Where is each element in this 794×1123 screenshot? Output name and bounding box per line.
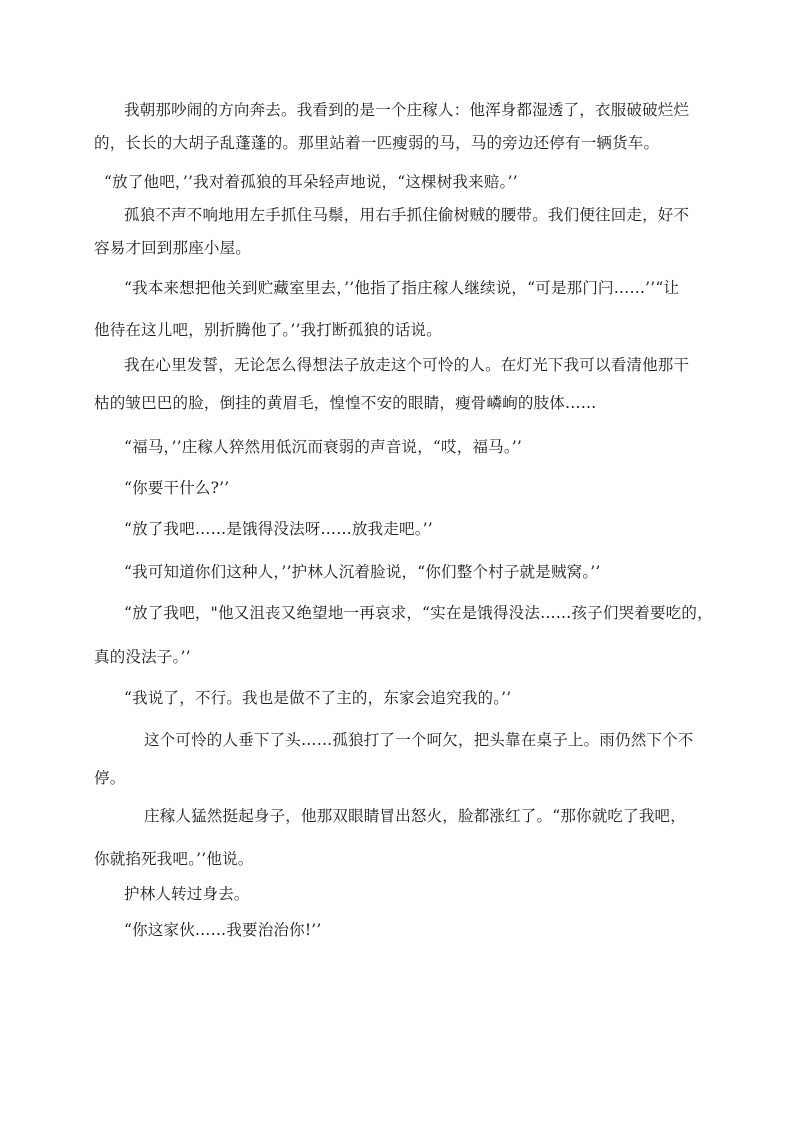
text-line: 我在心里发誓，无论怎么得想法子放走这个可怜的人。在灯光下我可以看清他那干 <box>124 356 690 374</box>
text-line: 你就掐死我吧。’’他说。 <box>94 850 254 868</box>
text-line: “我说了，不行。我也是做不了主的，东家会追究我的。’’ <box>124 689 512 707</box>
text-line: 庄稼人猛然挺起身子，他那双眼睛冒出怒火，脸都涨红了。“那你就吃了我吧， <box>144 807 686 825</box>
text-line: 他待在这儿吧，别折腾他了。’’我打断孤狼的话说。 <box>94 321 442 339</box>
text-line: 停。 <box>94 769 126 787</box>
text-line: 容易才回到那座小屋。 <box>94 239 252 257</box>
text-line: “福马，’’庄稼人猝然用低沉而衰弱的声音说，“哎，福马。’’ <box>124 438 523 456</box>
text-line: 护林人转过身去。 <box>124 885 250 903</box>
text-line: “放了我吧，"他又沮丧又绝望地一再哀求，“实在是饿得没法……孩子们哭着要吃的， <box>124 604 713 622</box>
text-line: “你要干什么?’’ <box>124 479 230 497</box>
text-line: “放了他吧，’’我对着孤狼的耳朵轻声地说，“这棵树我来赔。’’ <box>104 173 518 191</box>
text-line: “放了我吧……是饿得没法呀……放我走吧。’’ <box>124 520 433 538</box>
text-line: “我可知道你们这种人，’’护林人沉着脸说，“你们整个村子就是贼窝。’’ <box>124 563 601 581</box>
text-line: 我朝那吵闹的方向奔去。我看到的是一个庄稼人：他浑身都湿透了，衣服破破烂烂 <box>124 101 690 119</box>
text-line: 孤狼不声不响地用左手抓住马鬃，用右手抓住偷树贼的腰带。我们便往回走，好不 <box>124 206 690 224</box>
text-line: “你这家伙……我要治治你!’’ <box>124 921 322 939</box>
text-line: 枯的皱巴巴的脸，倒挂的黄眉毛，惶惶不安的眼睛，瘦骨嶙峋的肢体…… <box>94 394 597 412</box>
text-line: 这个可怜的人垂下了头……孤狼打了一个呵欠，把头靠在桌子上。雨仍然下个不 <box>144 731 694 749</box>
text-line: 的，长长的大胡子乱蓬蓬的。那里站着一匹瘦弱的马，马的旁边还停有一辆货车。 <box>94 134 660 152</box>
text-line: 真的没法子。’’ <box>94 648 191 666</box>
text-line: “我本来想把他关到贮藏室里去，’’他指了指庄稼人继续说，“可是那门闩……’’“让 <box>124 279 680 297</box>
